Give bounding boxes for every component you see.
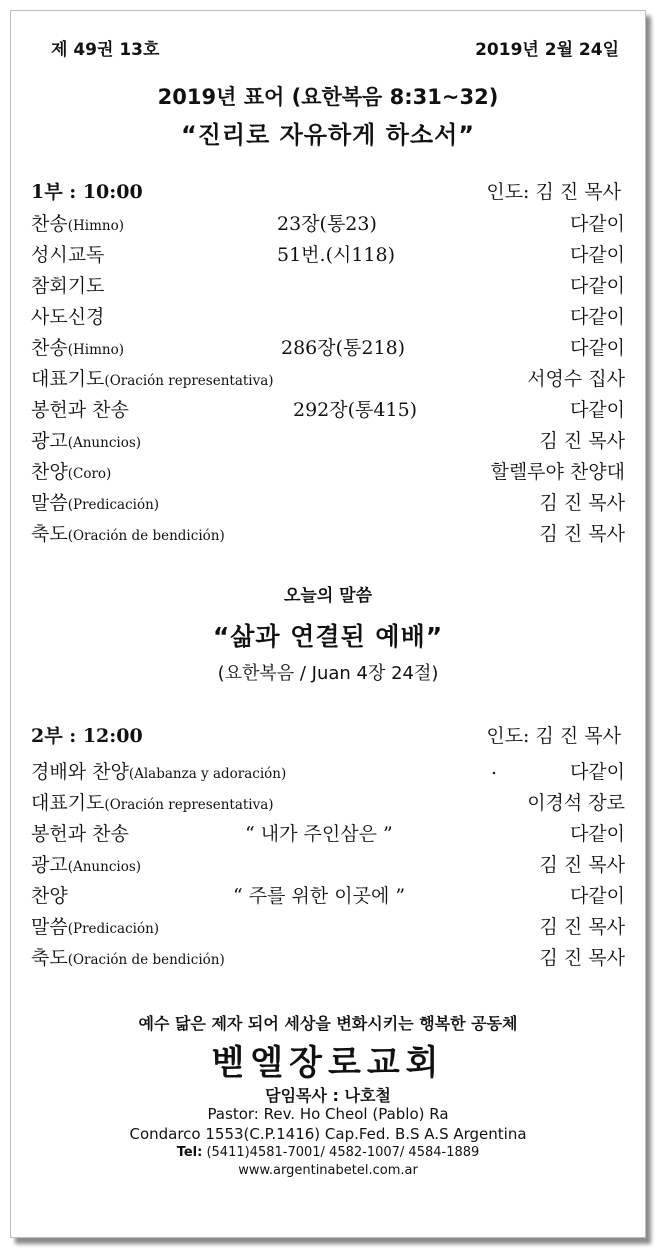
order-item — [31, 364, 625, 394]
order-item — [31, 457, 625, 487]
order-item — [31, 240, 625, 270]
order-item-name: 봉헌과 찬송 — [31, 399, 129, 421]
order-item-person: 다같이 — [569, 213, 625, 235]
service1-leader: 인도: 김 진 목사 — [486, 181, 621, 203]
order-item-detail: 51번.(시118) — [277, 244, 396, 266]
order-item-person: 할렐루야 찬양대 — [490, 461, 625, 483]
order-item-person: 다같이 — [569, 337, 625, 359]
service2-leader: 인도: 김 진 목사 — [486, 725, 621, 747]
order-item — [31, 881, 625, 911]
church-address: Condarco 1553(C.P.1416) Cap.Fed. B.S A.S Argentina — [129, 1125, 527, 1143]
order-item — [31, 788, 625, 818]
order-item-person: 다같이 — [569, 885, 625, 907]
order-item-name: 축도(Oración de bendición) — [31, 523, 225, 545]
church-name: 벧엘장로교회 — [211, 1043, 445, 1083]
order-item-name: 경배와 찬양(Alabanza y adoración) — [31, 761, 287, 783]
order-item — [31, 819, 625, 849]
order-item-person: 서영수 집사 — [527, 368, 625, 390]
yearly-motto: 2019년 표어 (요한복음 8:31~32) — [157, 85, 499, 109]
order-item — [31, 209, 625, 239]
phone-label: Tel: — [176, 1145, 203, 1160]
order-item — [31, 488, 625, 518]
order-item — [31, 943, 625, 973]
order-item — [31, 333, 625, 363]
order-item-name: 사도신경 — [31, 306, 105, 328]
order-item-name: 참회기도 — [31, 275, 105, 297]
order-item-name: 대표기도(Oración representativa) — [31, 792, 274, 814]
order-item — [31, 395, 625, 425]
service1-title: 1부 : 10:00 — [31, 181, 143, 203]
pastor-english: Pastor: Rev. Ho Cheol (Pablo) Ra — [207, 1105, 449, 1123]
order-item — [31, 912, 625, 942]
service2-title: 2부 : 12:00 — [31, 725, 143, 747]
order-item — [31, 302, 625, 332]
order-item-detail: “ 주를 위한 이곳에 ” — [233, 885, 406, 907]
order-item-name: 축도(Oración de bendición) — [31, 947, 225, 969]
order-item-person: 다같이 — [569, 306, 625, 328]
order-item — [31, 757, 625, 787]
church-website[interactable]: www.argentinabetel.com.ar — [238, 1163, 418, 1178]
order-item-detail: 23장(통23) — [277, 213, 377, 235]
order-item-detail: 286장(통218) — [281, 337, 406, 359]
sermon-title: “삶과 연결된 예배” — [212, 622, 444, 651]
order-item-person: 다같이 — [569, 275, 625, 297]
order-item-person: 김 진 목사 — [539, 492, 625, 514]
bulletin-date: 2019년 2월 24일 — [475, 40, 619, 60]
order-item-person: 다같이 — [569, 399, 625, 421]
volume-number: 제 49권 13호 — [51, 40, 160, 60]
sermon-reference: (요한복음 / Juan 4장 24절) — [217, 663, 439, 684]
order-item-person: 김 진 목사 — [539, 430, 625, 452]
bulletin-page — [10, 10, 646, 1238]
order-item-person: 김 진 목사 — [539, 947, 625, 969]
order-item-person: 김 진 목사 — [539, 523, 625, 545]
order-item-name: 찬양 — [31, 885, 68, 907]
order-item-person: 다같이 — [569, 761, 625, 783]
order-item-detail: . — [491, 757, 498, 779]
order-item-name: 찬송(Himno) — [31, 213, 124, 235]
order-item-person: 김 진 목사 — [539, 916, 625, 938]
order-item-name: 말씀(Predicación) — [31, 492, 160, 514]
order-item-detail: 292장(통415) — [293, 399, 418, 421]
order-item — [31, 519, 625, 549]
order-item-name: 말씀(Predicación) — [31, 916, 160, 938]
order-item-person: 다같이 — [569, 244, 625, 266]
phone-numbers: (5411)4581-7001/ 4582-1007/ 4584-1889 — [206, 1145, 480, 1160]
sermon-label: 오늘의 말씀 — [283, 586, 373, 606]
order-item-detail: “ 내가 주인삼은 ” — [245, 823, 393, 845]
order-item-person: 다같이 — [569, 823, 625, 845]
yearly-motto-quote: “진리로 자유하게 하소서” — [180, 121, 476, 149]
order-item-name: 성시교독 — [31, 244, 105, 266]
order-item-name: 광고(Anuncios) — [31, 430, 142, 452]
church-slogan: 예수 닮은 제자 되어 세상을 변화시키는 행복한 공동체 — [138, 1014, 518, 1033]
order-item-person: 김 진 목사 — [539, 854, 625, 876]
order-item-name: 대표기도(Oración representativa) — [31, 368, 274, 390]
order-item — [31, 271, 625, 301]
senior-pastor: 담임목사 : 나호철 — [265, 1086, 391, 1105]
order-item-name: 봉헌과 찬송 — [31, 823, 129, 845]
order-item-name: 광고(Anuncios) — [31, 854, 142, 876]
order-item — [31, 426, 625, 456]
order-item — [31, 850, 625, 880]
order-item-name: 찬송(Himno) — [31, 337, 124, 359]
order-item-person: 이경석 장로 — [527, 792, 625, 814]
order-item-name: 찬양(Coro) — [31, 461, 112, 483]
church-phone — [11, 1145, 645, 1160]
